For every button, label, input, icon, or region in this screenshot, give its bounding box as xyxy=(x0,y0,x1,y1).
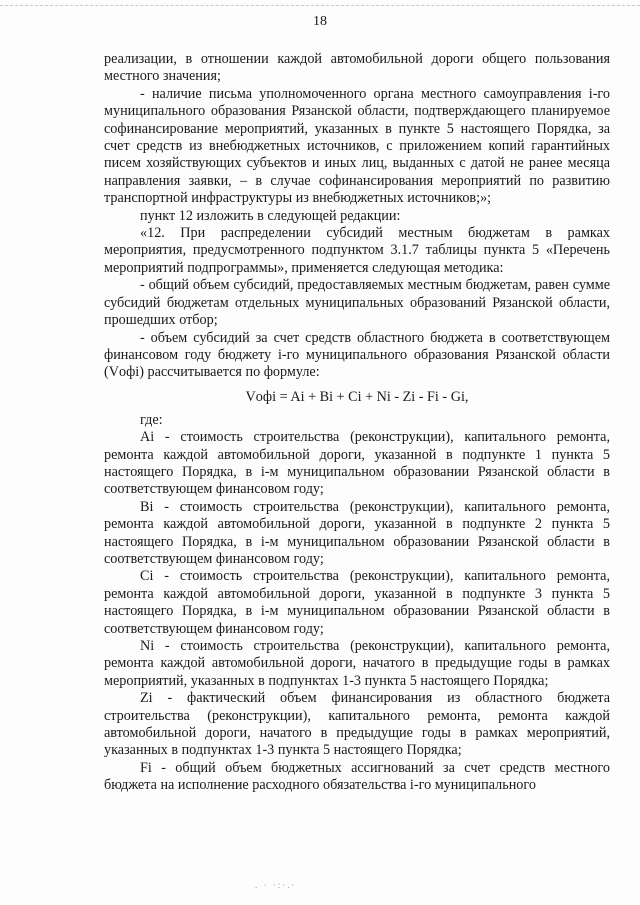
definition-n: Ni - стоимость строительства (реконструкции), капитального ремонта, ремонта каждой автомобильной дороги, начатого в предыдущие годы в рамках мероприятий, указанных в подпунктах 1-3 пункта 5 настоящего Порядка; xyxy=(104,638,610,689)
scan-edge-line xyxy=(0,5,640,6)
document-body xyxy=(104,51,610,795)
definition-f: Fi - общий объем бюджетных ассигнований за счет средств местного бюджета на исполнение расходного обязательства i-го муниципального xyxy=(104,759,610,794)
definition-a: Ai - стоимость строительства (реконструкции), капитального ремонта, ремонта каждой автомобильной дороги, указанной в подпункте 1 пункта 5 настоящего Порядка, в i-м муниципальном образовании Рязанской области в соответствующем финансовом году; xyxy=(104,429,610,498)
page-number: 18 xyxy=(313,14,327,29)
paragraph-intro-continuation: реализации, в отношении каждой автомобильной дороги общего пользования местного значения; xyxy=(104,51,610,85)
paragraph-total-volume: - общий объем субсидий, предоставляемых местным бюджетам, равен сумме субсидий бюджетам отдельных муниципальных образований Рязанской области, прошедших отбор; xyxy=(104,277,610,329)
definition-z: Zi - фактический объем финансирования из областного бюджета строительства (реконструкции), капитального ремонта, ремонта каждой автомобильной дороги, начатого в предыдущие годы в рамках мероприятий, указанных в подпунктах 1-3 пункта 5 настоящего Порядка; xyxy=(104,690,610,759)
scan-artifact: . · ·:·.· xyxy=(255,880,297,890)
paragraph-item-12: «12. При распределении субсидий местным бюджетам в рамках мероприятия, предусмотренного подпунктом 3.1.7 таблицы пункта 5 «Перечень мероприятий подпрограммы», применяется следующая методика: xyxy=(104,225,610,276)
paragraph-volume-formula-intro: - объем субсидий за счет средств областного бюджета в соответствующем финансовом году бюджету i-го муниципального образования Рязанской области (Vофi) рассчитывается по формуле: xyxy=(104,329,610,381)
formula: Vофi = Ai + Bi + Ci + Ni - Zi - Fi - Gi, xyxy=(245,388,469,405)
paragraph-where: где: xyxy=(140,411,163,428)
definition-b: Bi - стоимость строительства (реконструкции), капитального ремонта, ремонта каждой автомобильной дороги, указанной в подпункте 2 пункта 5 настоящего Порядка, в i-м муниципальном образовании Рязанской области в соответствующем финансовом году; xyxy=(104,498,610,567)
paragraph-letter-requirement: - наличие письма уполномоченного органа местного самоуправления i-го муниципального образования Рязанской области, подтверждающего планируемое софинансирование мероприятий, указанных в пункте 5 настоящего Порядка, за счет средств из внебюджетных источников, с приложением копий гарантийных писем хозяйствующих субъектов и иных лиц, выданных с датой не ранее месяца направления заявки, – в случае софинансирования мероприятий по развитию транспортной инфраструктуры из внебюджетных источников;»; xyxy=(104,85,610,207)
definition-c: Ci - стоимость строительства (реконструкции), капитального ремонта, ремонта каждой автомобильной дороги, указанной в подпункте 3 пункта 5 настоящего Порядка, в i-м муниципальном образовании Рязанской области в соответствующем финансовом году; xyxy=(104,568,610,637)
paragraph-amendment-instruction: пункт 12 изложить в следующей редакции: xyxy=(140,207,401,224)
